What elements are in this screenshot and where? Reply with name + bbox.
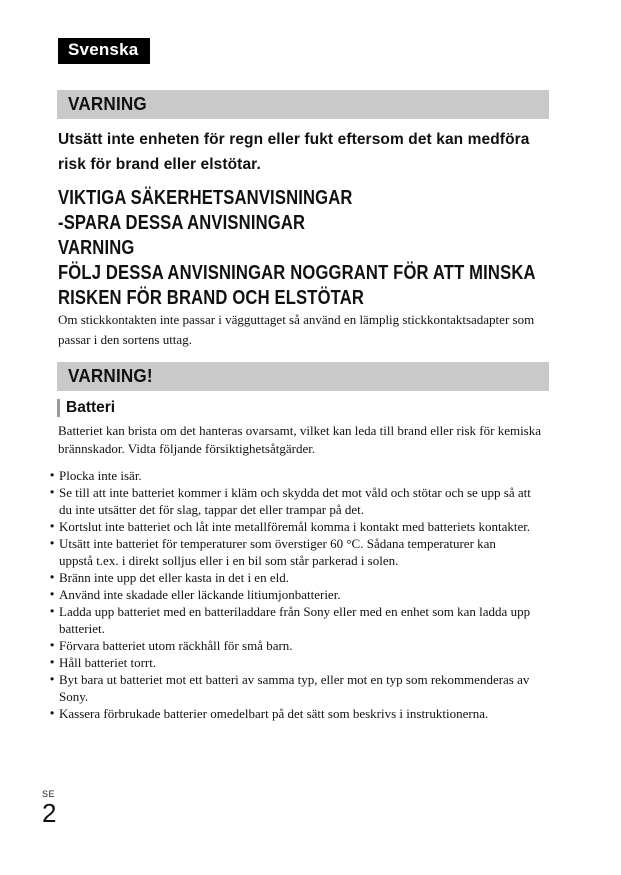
- footer-region-code: SE: [42, 789, 56, 799]
- page-footer: [42, 789, 56, 826]
- list-item: • Håll batteriet torrt.: [50, 654, 531, 671]
- safety-heading-line-3: VARNING: [58, 236, 135, 259]
- rain-moisture-warning-text: Utsätt inte enheten för regn eller fukt eftersom det kan medföra risk för brand eller elstötar.: [58, 131, 530, 173]
- list-item: • Utsätt inte batteriet för temperaturer som överstiger 60 °C. Sådana temperaturer kan uppstå t.ex. i direkt solljus eller i en bil som står parkerad i solen.: [50, 535, 531, 569]
- list-item: • Kortslut inte batteriet och låt inte metallföremål komma i kontakt med batteriets kontakter.: [50, 518, 531, 535]
- list-item: • Kassera förbrukade batterier omedelbart på det sätt som beskrivs i instruktionerna.: [50, 705, 531, 722]
- caution-header-bar: [57, 362, 549, 391]
- list-item: • Förvara batteriet utom räckhåll för små barn.: [50, 637, 531, 654]
- warning-header-bar: [57, 90, 549, 119]
- language-badge: Svenska: [58, 38, 150, 64]
- battery-subsection-title: Batteri: [57, 399, 578, 417]
- list-item: • Plocka inte isär.: [50, 467, 531, 484]
- list-item: • Se till att inte batteriet kommer i kläm och skydda det mot våld och stötar och se upp så att du inte utsätter det för slag, tappar det eller trampar på det.: [50, 484, 531, 518]
- safety-heading-line-1: VIKTIGA SÄKERHETSANVISNINGAR: [58, 186, 353, 209]
- list-item: • Byt bara ut batteriet mot ett batteri av samma typ, eller mot en typ som rekommenderas av Sony.: [50, 671, 531, 705]
- plug-adapter-note: Om stickkontakten inte passar i vägguttaget så använd en lämplig stickkontaktsadapter som passar i den sortens uttag.: [58, 312, 535, 347]
- battery-precaution-list: [50, 467, 531, 722]
- safety-instructions-heading-block: [58, 185, 544, 310]
- safety-heading-line-2: -SPARA DESSA ANVISNINGAR: [58, 211, 306, 234]
- footer-page-number: 2: [42, 798, 57, 828]
- list-item: • Bränn inte upp det eller kasta in det i en eld.: [50, 569, 531, 586]
- caution-header-label: VARNING!: [68, 366, 153, 386]
- list-item: • Använd inte skadade eller läckande litiumjonbatterier.: [50, 586, 531, 603]
- page-content: [58, 38, 578, 722]
- list-item: • Ladda upp batteriet med en batteriladdare från Sony eller med en enhet som kan ladda upp batteriet.: [50, 603, 531, 637]
- safety-heading-line-4: FÖLJ DESSA ANVISNINGAR NOGGRANT FÖR ATT MINSKA RISKEN FÖR BRAND OCH ELSTÖTAR: [58, 261, 536, 309]
- warning-header-label: VARNING: [68, 94, 147, 114]
- battery-intro-text: Batteriet kan brista om det hanteras ovarsamt, vilket kan leda till brand eller risk för kemiska brännskador. Vidta följande försiktighetsåtgärder.: [58, 423, 542, 456]
